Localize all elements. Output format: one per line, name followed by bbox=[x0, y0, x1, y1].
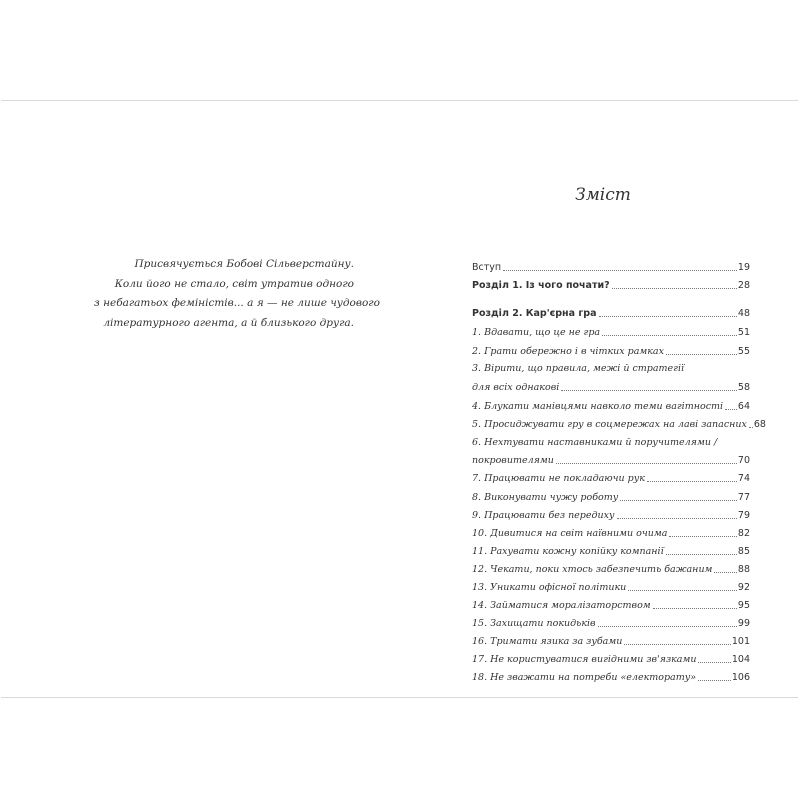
toc-entry bbox=[472, 431, 750, 449]
toc-entry-label: Вступ bbox=[472, 262, 502, 273]
toc-entry-page: 51 bbox=[737, 327, 750, 338]
toc-entry-label: Розділ 2. Кар'єрна гра bbox=[472, 308, 597, 319]
leader-dots bbox=[698, 680, 731, 681]
toc-entry-label: 13. Уникати офісної політики bbox=[472, 582, 627, 593]
leader-dots bbox=[598, 626, 737, 627]
leader-dots bbox=[666, 354, 737, 355]
toc-entry-label: 8. Виконувати чужу роботу bbox=[472, 492, 619, 503]
toc-entry-page: 48 bbox=[737, 308, 750, 319]
toc-entry bbox=[472, 274, 750, 292]
dedication bbox=[94, 255, 380, 333]
toc-entry bbox=[472, 540, 750, 558]
toc-entry-label: 1. Вдавати, що це не гра bbox=[472, 327, 601, 338]
toc-entry-page: 74 bbox=[737, 473, 750, 484]
leader-dots bbox=[749, 427, 753, 428]
dedication-line: Коли його не стало, світ утратив одного bbox=[114, 277, 354, 290]
toc-entry bbox=[472, 376, 750, 394]
toc-entry-label: 11. Рахувати кожну копійку компанії bbox=[472, 546, 664, 557]
toc-entry-page: 68 bbox=[753, 419, 766, 430]
leader-dots bbox=[599, 316, 737, 317]
toc-entry bbox=[472, 449, 750, 467]
toc-entry-label: 16. Тримати язика за зубами bbox=[472, 636, 623, 647]
toc-entry bbox=[472, 666, 750, 684]
toc-entry bbox=[472, 558, 750, 576]
toc-entry-label: 14. Займатися моралізаторством bbox=[472, 600, 651, 611]
toc-entry-label: 7. Працювати не покладаючи рук bbox=[472, 473, 645, 484]
toc-entry bbox=[472, 256, 750, 274]
toc-entry bbox=[472, 413, 766, 431]
leader-dots bbox=[698, 662, 730, 663]
toc-entry bbox=[472, 504, 750, 522]
toc-entry-page: 82 bbox=[737, 528, 750, 539]
toc-entry-label: 6. Нехтувати наставниками й поручителями / bbox=[472, 437, 718, 448]
toc-entry-page: 88 bbox=[737, 564, 750, 575]
toc-entry-page: 55 bbox=[737, 346, 750, 357]
toc-entry-page: 85 bbox=[737, 546, 750, 557]
toc-entry bbox=[472, 576, 750, 594]
toc-entry-label: 18. Не зважати на потреби «електорату» bbox=[472, 672, 697, 683]
toc-entry-label: 17. Не користуватися вигідними зв'язками bbox=[472, 654, 697, 665]
dedication-line: з небагатьох феміністів... а я — не лише чудового bbox=[94, 297, 380, 310]
toc-entry-page: 95 bbox=[737, 600, 750, 611]
toc-entry-label: Розділ 1. Із чого почати? bbox=[472, 280, 610, 291]
toc-entry bbox=[472, 630, 750, 648]
leader-dots bbox=[714, 572, 736, 573]
toc-entry bbox=[472, 395, 750, 413]
leader-dots bbox=[556, 463, 737, 464]
toc-entry bbox=[472, 522, 750, 540]
leader-dots bbox=[620, 500, 737, 501]
toc-entry-page: 106 bbox=[731, 672, 750, 683]
toc-entry-label: для всіх однакові bbox=[472, 382, 560, 393]
toc-entry-page: 58 bbox=[737, 382, 750, 393]
leader-dots bbox=[561, 390, 737, 391]
leader-dots bbox=[669, 536, 737, 537]
toc-entry-page: 92 bbox=[737, 582, 750, 593]
toc-entry bbox=[472, 594, 750, 612]
dedication-line: Присвячується Бобові Сільверстайну. bbox=[134, 258, 354, 270]
toc-entry bbox=[472, 486, 750, 504]
toc-title: Зміст bbox=[575, 185, 631, 205]
toc-entry-page: 19 bbox=[737, 262, 750, 273]
toc-entry-label: покровителями bbox=[472, 455, 554, 466]
toc-entry bbox=[472, 612, 750, 630]
leader-dots bbox=[666, 554, 737, 555]
toc-entry-page: 99 bbox=[737, 618, 750, 629]
toc-entry-page: 28 bbox=[737, 280, 750, 291]
toc-entry bbox=[472, 302, 750, 320]
leader-dots bbox=[602, 335, 737, 336]
leader-dots bbox=[628, 590, 737, 591]
toc-entry-label: 2. Грати обережно і в чітких рамках bbox=[472, 346, 664, 357]
toc-entry-page: 70 bbox=[737, 455, 750, 466]
leader-dots bbox=[612, 288, 737, 289]
leader-dots bbox=[617, 518, 737, 519]
dedication-line: літературного агента, а й близького друга. bbox=[103, 316, 354, 329]
leader-dots bbox=[503, 270, 737, 271]
leader-dots bbox=[725, 409, 737, 410]
toc-entry bbox=[472, 321, 750, 339]
toc-entry-page: 77 bbox=[737, 492, 750, 503]
toc-entry-label: 12. Чекати, поки хтось забезпечить бажаним bbox=[472, 564, 713, 575]
toc-entry-page: 64 bbox=[737, 401, 750, 412]
toc-entry bbox=[472, 357, 750, 375]
toc-entry-page: 101 bbox=[731, 636, 750, 647]
toc-entry bbox=[472, 340, 750, 358]
toc-entry-label: 10. Дивитися на світ наївними очима bbox=[472, 528, 668, 539]
leader-dots bbox=[653, 608, 737, 609]
leader-dots bbox=[647, 481, 737, 482]
toc-entry-page: 79 bbox=[737, 510, 750, 521]
toc-entry-label: 5. Просиджувати гру в соцмережах на лаві запасних bbox=[472, 419, 747, 430]
leader-dots bbox=[624, 644, 731, 645]
toc-entry-page: 104 bbox=[731, 654, 750, 665]
toc-entry-label: 3. Вірити, що правила, межі й стратегії bbox=[472, 363, 685, 374]
toc-entry bbox=[472, 467, 750, 485]
toc-entry-label: 4. Блукати манівцями навколо теми вагітності bbox=[472, 401, 724, 412]
toc-entry-label: 9. Працювати без передиху bbox=[472, 510, 615, 521]
toc-entry bbox=[472, 648, 750, 666]
toc-entry-label: 15. Захищати покидьків bbox=[472, 618, 596, 629]
